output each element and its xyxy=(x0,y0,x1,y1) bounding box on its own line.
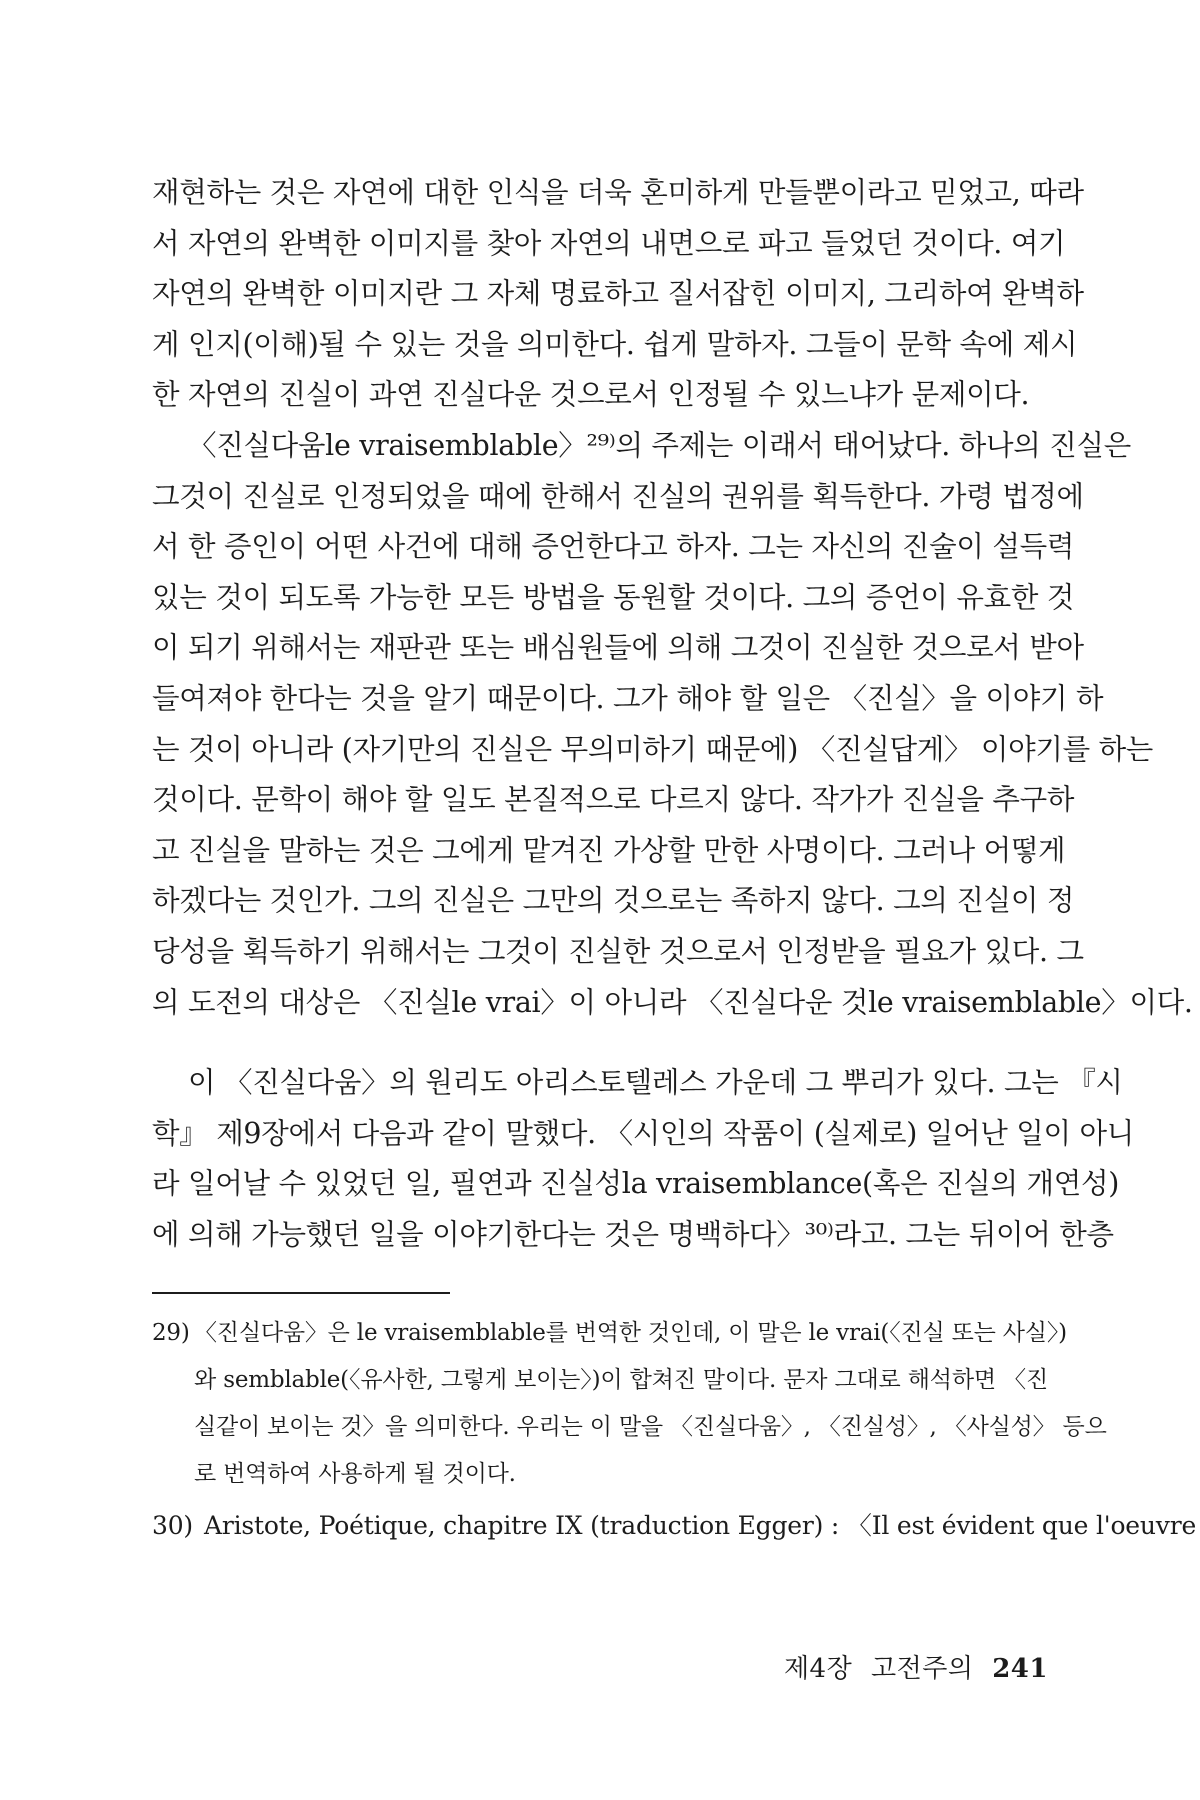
footnote-line: Aristote, Poétique, chapitre IX (traduction Egger) : 〈Il est évident que l'oeuvre xyxy=(204,1511,1197,1540)
text-line: 자연의 완벽한 이미지란 그 자체 명료하고 질서잡힌 이미지, 그리하여 완벽하 xyxy=(152,277,1084,311)
text-line: 한 자연의 진실이 과연 진실다운 것으로서 인정될 수 있느냐가 문제이다. xyxy=(152,378,1030,412)
text-line: 그것이 진실로 인정되었을 때에 한해서 진실의 권위를 획득한다. 가령 법정에 xyxy=(152,479,1084,513)
text-line: 들여져야 한다는 것을 알기 때문이다. 그가 해야 할 일은 〈진실〉을 이야기 하 xyxy=(152,681,1104,715)
text-line: 하겠다는 것인가. 그의 진실은 그만의 것으로는 족하지 않다. 그의 진실이 정 xyxy=(152,884,1075,918)
footnote-divider xyxy=(152,1292,450,1294)
text-line: 이 되기 위해서는 재판관 또는 배심원들에 의해 그것이 진실한 것으로서 받아 xyxy=(152,631,1084,665)
chapter-title: 고전주의 xyxy=(870,1654,974,1684)
text-line: 재현하는 것은 자연에 대한 인식을 더욱 혼미하게 만들뿐이라고 믿었고, 따라 xyxy=(152,176,1084,209)
text-line: 라 일어날 수 있었던 일, 필연과 진실성la vraisemblance(혹은 진실의 개연성) xyxy=(152,1167,1120,1201)
footnote-line: 〈진실다움〉은 le vraisemblable를 번역한 것인데, 이 말은 le vrai(〈진실 또는 사실〉) xyxy=(194,1320,1067,1346)
text-line: 의 도전의 대상은 〈진실le vrai〉이 아니라 〈진실다운 것le vraisemblable〉이다. xyxy=(152,985,1193,1019)
text-line: 는 것이 아니라 (자기만의 진실은 무의미하기 때문에) 〈진실답게〉 이야기를 하는 xyxy=(152,732,1154,766)
chapter-label: 제4장 xyxy=(783,1654,853,1684)
running-footer xyxy=(774,1648,1048,1685)
text-line: 서 자연의 완벽한 이미지를 찾아 자연의 내면으로 파고 들었던 것이다. 여기 xyxy=(152,226,1066,260)
text-line: 게 인지(이해)될 수 있는 것을 의미한다. 쉽게 말하자. 그들이 문학 속에 제시 xyxy=(152,327,1078,361)
text-line: 고 진실을 말하는 것은 그에게 맡겨진 가상할 만한 사명이다. 그러나 어떻게 xyxy=(152,833,1066,867)
paragraph-1 xyxy=(152,168,1193,1028)
footnote-29 xyxy=(152,1310,1107,1498)
text-line: 에 의해 가능했던 일을 이야기한다는 것은 명백하다〉³⁰⁾라고. 그는 뒤이어 한층 xyxy=(152,1217,1114,1251)
paragraph-2 xyxy=(152,1058,1134,1260)
text-line: 것이다. 문학이 해야 할 일도 본질적으로 다르지 않다. 작가가 진실을 추구하 xyxy=(152,783,1075,817)
text-line: 있는 것이 되도록 가능한 모든 방법을 동원할 것이다. 그의 증언이 유효한 것 xyxy=(152,580,1075,614)
footnote-line: 로 번역하여 사용하게 될 것이다. xyxy=(194,1461,516,1487)
footnote-line: 와 semblable(〈유사한, 그렇게 보이는〉)이 합쳐진 말이다. 문자 그대로 해석하면 〈진 xyxy=(194,1367,1048,1393)
footnotes xyxy=(152,1310,1197,1549)
text-line: 당성을 획득하기 위해서는 그것이 진실한 것으로서 인정받을 필요가 있다. 그 xyxy=(152,934,1084,968)
page-number: 241 xyxy=(992,1654,1048,1684)
text-line: 이 〈진실다움〉의 원리도 아리스토텔레스 가운데 그 뿌리가 있다. 그는 『시 xyxy=(188,1066,1123,1099)
text-line: 학』 제9장에서 다음과 같이 말했다. 〈시인의 작품이 (실제로) 일어난 일이 아니 xyxy=(152,1116,1134,1150)
text-line: 〈진실다움le vraisemblable〉²⁹⁾의 주제는 이래서 태어났다. 하나의 진실은 xyxy=(188,428,1131,462)
footnote-30 xyxy=(152,1502,1197,1549)
footnote-number: 30) xyxy=(152,1511,193,1540)
footnote-number: 29) xyxy=(152,1320,190,1346)
text-line: 서 한 증인이 어떤 사건에 대해 증언한다고 하자. 그는 자신의 진술이 설득력 xyxy=(152,530,1075,564)
footnote-line: 실같이 보이는 것〉을 의미한다. 우리는 이 말을 〈진실다움〉, 〈진실성〉, 〈사실성〉 등으 xyxy=(194,1414,1107,1440)
